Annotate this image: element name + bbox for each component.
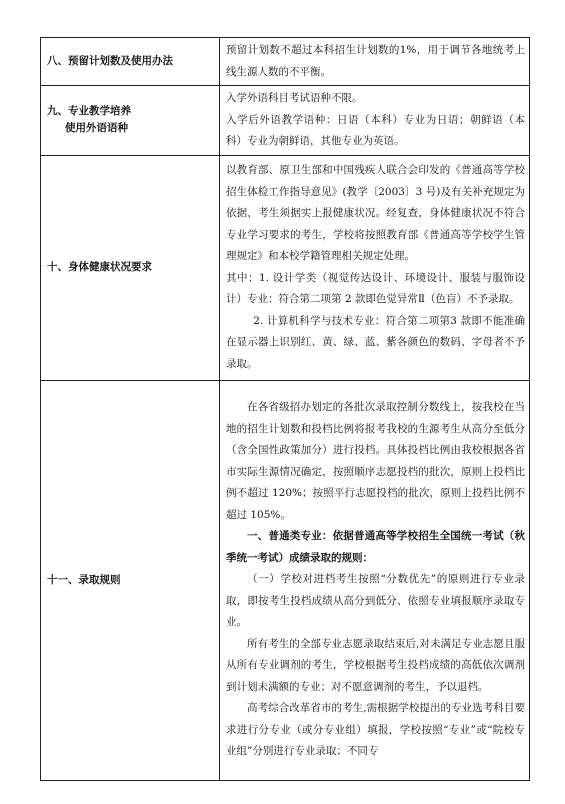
row-content	[220, 86, 530, 156]
paragraph: 入学外语科目考试语种不限。	[226, 92, 363, 104]
paragraph: （一）学校对进档考生按照“分数优先”的原则进行专业录取，即按考生投档成绩从高分到低分、依照专业填报顺序录取专业。	[226, 573, 525, 629]
row-heading: 十、身体健康状况要求	[41, 155, 220, 380]
row-heading-line-1: 九、专业教学培养	[47, 105, 131, 118]
table-row	[41, 86, 530, 156]
row-content	[220, 155, 530, 380]
row-content	[220, 380, 530, 780]
row-content	[220, 38, 530, 86]
paragraph: 高考综合改革省市的考生,需根据学校提出的专业选考科目要求进行分专业（或分专业组）填报，学校按照“专业”或“院校专业组”分别进行专业录取；不同专	[226, 702, 525, 758]
row-heading-line-2: 使用外语语种	[65, 122, 128, 135]
row-heading	[41, 86, 220, 156]
paragraph: 其中：1. 设计学类（视觉传达设计、环境设计、服装与服饰设计）专业：符合第二项第 2 款即色觉异常Ⅱ（色盲）不予录取。	[226, 271, 525, 305]
row-heading: 十一、录取规则	[41, 380, 220, 780]
table-row	[41, 155, 530, 380]
paragraph: 以教育部、原卫生部和中国残疾人联合会印发的《普通高等学校招生体检工作指导意见》(教学〔2003〕3 号)及有关补充规定为依据，考生须据实上报健康状况。经复查，身体健康状况不符合专业学习要求的考生，学校将按照教育部《普通高等学校学生管理规定》和本校学籍管理相关规定处理。	[226, 164, 525, 262]
table-row	[41, 380, 530, 780]
paragraph: 在各省级招办划定的各批次录取控制分数线上，按我校在当地的招生计划数和投档比例将报考我校的生源考生从高分至低分（含全国性政策加分）进行投档。具体投档比例由我校根据各省市实际生源情况确定，按照顺序志愿投档的批次，原则上投档比例不超过 120%；按照平行志愿投档的批次，原则上投档比例不超过 105%。	[226, 401, 525, 521]
paragraph: 入学后外语教学语种：日语（本科）专业为日语；朝鲜语（本科）专业为朝鲜语，其他专业为英语。	[226, 113, 525, 147]
row-heading: 八、预留计划数及使用办法	[41, 38, 220, 86]
paragraph: 2. 计算机科学与技术专业：符合第二项第3 款即不能准确在显示器上识别红、黄、绿、蓝、紫各颜色的数码、字母者不予录取。	[226, 314, 525, 370]
paragraph: 预留计划数不超过本科招生计划数的1%，用于调节各地统考上线生源人数的不平衡。	[226, 44, 525, 78]
table-row	[41, 38, 530, 86]
admission-rules-table	[40, 37, 530, 781]
section-heading: 一、普通类专业：依据普通高等学校招生全国统一考试（秋季统一考试）成绩录取的规则：	[226, 530, 525, 564]
paragraph: 所有考生的全部专业志愿录取结束后,对未满足专业志愿且服从所有专业调剂的考生，学校根据考生投档成绩的高低依次调剂到计划未满额的专业；对不愿意调剂的考生，予以退档。	[226, 637, 525, 693]
